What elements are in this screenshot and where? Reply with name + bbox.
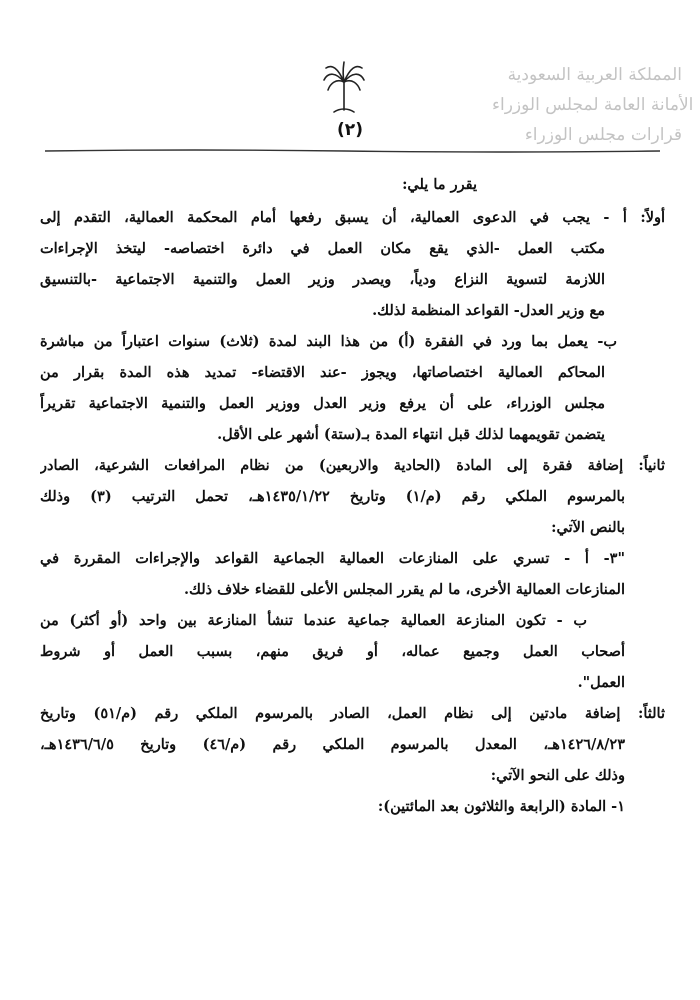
text-line: المنازعات العمالية الأخرى، ما لم يقرر المجلس الأعلى للقضاء خلاف ذلك.: [183, 581, 625, 598]
clause-first-a: [40, 202, 665, 326]
clause-second-3a: [40, 543, 665, 605]
text-line: بالمرسوم الملكي رقم (م/١) وتاريخ ١٤٣٥/١/٢٢هـ، تحمل الترتيب (٣) وذلك: [40, 488, 625, 505]
document-body: [40, 168, 665, 822]
section-heading: يقرر ما يلي:: [402, 176, 477, 193]
clause-third-1: [40, 791, 665, 822]
document-header: [0, 0, 700, 160]
clause-first-b: [40, 326, 665, 450]
clause-second-3b: [40, 605, 665, 698]
clause-second: [40, 450, 665, 543]
text-line: ١- المادة (الرابعة والثلاثون بعد المائتين):: [377, 798, 625, 815]
text-line: مجلس الوزراء، على أن يرفع وزير العدل ووزير العمل والتنمية الاجتماعية تقريراً: [40, 395, 605, 412]
text-line: بالنص الآتي:: [551, 519, 625, 536]
ministry-stamp: [492, 60, 694, 155]
stamp-line: قرارات مجلس الوزراء: [524, 125, 682, 145]
text-line: "٣- أ - تسري على المنازعات العمالية الجماعية القواعد والإجراءات المقررة في: [40, 550, 625, 567]
text-line: أولاً: أ - يجب في الدعوى العمالية، أن يسبق رفعها أمام المحكمة العمالية، التقدم إلى: [40, 209, 665, 226]
decorative-divider: [45, 148, 660, 154]
stamp-line: الأمانة العامة لمجلس الوزراء: [492, 95, 694, 115]
text-line: وذلك على النحو الآتي:: [490, 767, 625, 784]
text-line: ١٤٢٦/٨/٢٣هـ، المعدل بالمرسوم الملكي رقم (م/٤٦) وتاريخ ١٤٣٦/٦/٥هـ،: [40, 736, 625, 753]
text-line: اللازمة لتسوية النزاع ودياً، ويصدر وزير العمل والتنمية الاجتماعية -بالتنسيق: [40, 271, 605, 288]
text-line: ثالثاً: إضافة مادتين إلى نظام العمل، الصادر بالمرسوم الملكي رقم (م/٥١) وتاريخ: [40, 705, 665, 722]
text-line: مكتب العمل -الذي يقع مكان العمل في دائرة اختصاصه- ليتخذ الإجراءات: [40, 240, 605, 257]
page-number: (٢): [337, 120, 363, 140]
text-line: العمل".: [577, 674, 625, 691]
text-line: المحاكم العمالية اختصاصاتها، ويجوز -عند الاقتضاء- تمديد هذه المدة بقرار من: [40, 364, 605, 381]
text-line: مع وزير العدل- القواعد المنظمة لذلك.: [372, 302, 605, 319]
clause-third: [40, 698, 665, 791]
text-line: ب- يعمل بما ورد في الفقرة (أ) من هذا البند لمدة (ثلاث) سنوات اعتباراً من مباشرة: [40, 333, 617, 350]
text-line: أصحاب العمل وجميع عماله، أو فريق منهم، بسبب العمل أو شروط: [40, 643, 625, 660]
text-line: ب - تكون المنازعة العمالية جماعية عندما تنشأ المنازعة بين واحد (أو أكثر) من: [40, 612, 587, 629]
text-line: يتضمن تقويمهما لذلك قبل انتهاء المدة بـ(ستة) أشهر على الأقل.: [217, 426, 605, 443]
palm-emblem-icon: [322, 60, 366, 116]
stamp-line: المملكة العربية السعودية: [507, 65, 682, 85]
text-line: ثانياً: إضافة فقرة إلى المادة (الحادية والاربعين) من نظام المرافعات الشرعية، الصادر: [40, 457, 665, 474]
